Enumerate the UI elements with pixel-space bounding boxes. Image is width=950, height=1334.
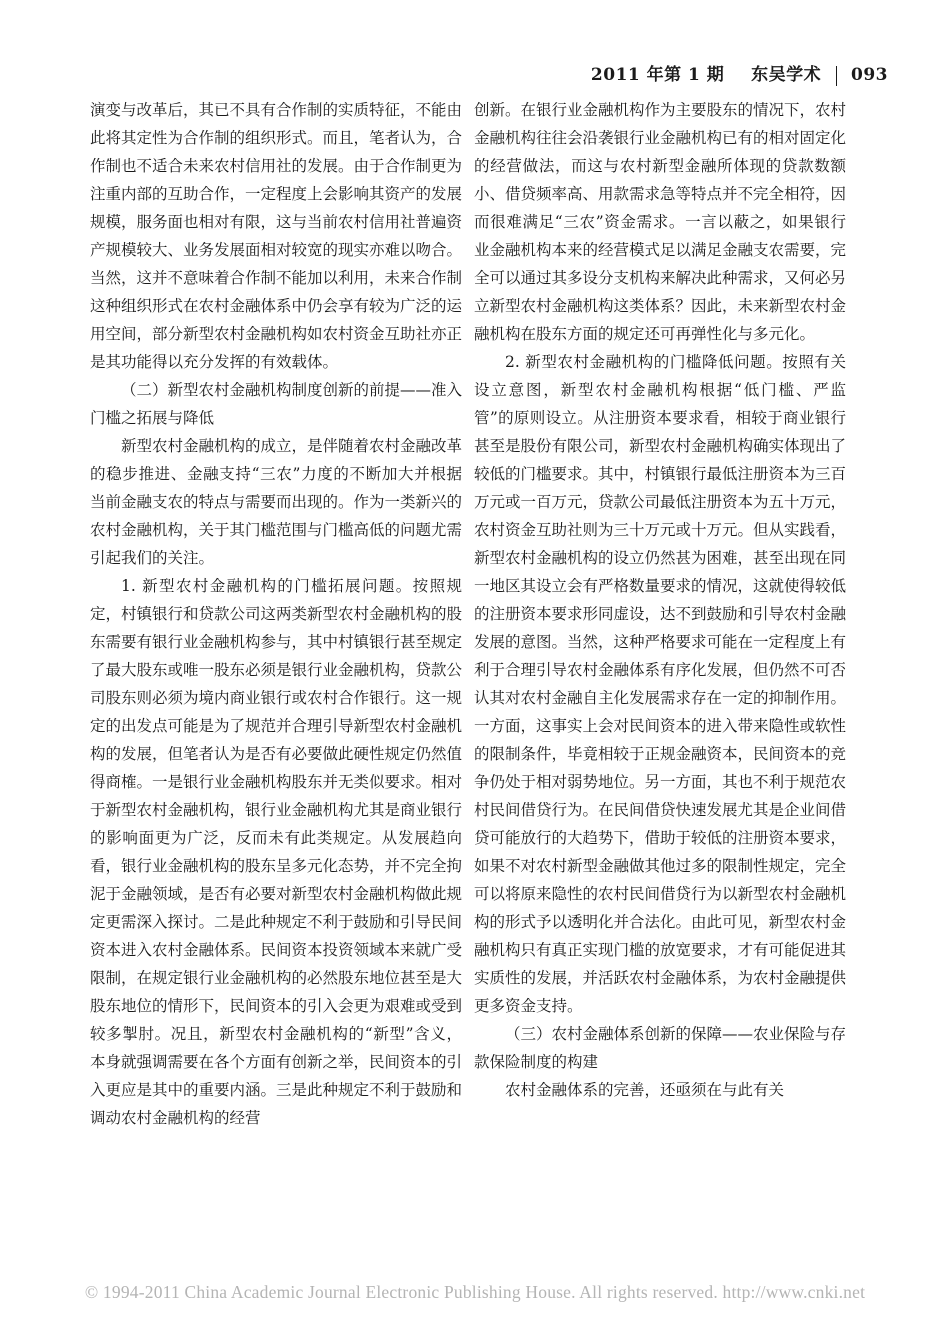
paragraph: 演变与改革后，其已不具有合作制的实质特征，不能由此将其定性为合作制的组织形式。而且，笔者认为，合作制也不适合未来农村信用社的发展。由于合作制更为注重内部的互助合作，一定程度上会影响其资产的发展规模，服务面也相对有限，这与当前农村信用社普遍资产规模较大、业务发展面相对较宽的现实亦难以吻合。当然，这并不意味着合作制不能加以利用，未来合作制这种组织形式在农村金融体系中仍会享有较为广泛的运用空间，部分新型农村金融机构如农村资金互助社亦正是其功能得以充分发挥的有效载体。	[90, 101, 463, 371]
paragraph: 1. 新型农村金融机构的门槛拓展问题。按照规定，村镇银行和贷款公司这两类新型农村金融机构的股东需要有银行业金融机构参与，其中村镇银行甚至规定了最大股东或唯一股东必须是银行业金融机构，贷款公司股东则必须为境内商业银行或农村合作银行。这一规定的出发点可能是为了规范并合理引导新型农村金融机构的发展，但笔者认为是否有必要做此硬性规定仍然值得商榷。一是银行业金融机构股东并无类似要求。相对于新型农村金融机构，银行业金融机构尤其是商业银行的影响面更为广泛，反而未有此类规定。从发展趋向看，银行业金融机构的股东呈多元化态势，并不完全拘泥于金融领域，是否有必要对新型农村金融机构做此规定更需深入探讨。二是此种规定不利于鼓励和引导民间资本进入农村金融体系。民间资本投资领域本来就广受限制，在规定银行业金融机构的必然股东地位甚至是大股东地位的情形下，民间资本的引入会更为艰难或受到较多掣肘。况且，新型农村金融机构的“新型”含义，本身就强调需要在各个方面有创新之举，民间资本的引入更应是其中的重要内涵。三是此种规定不利于鼓励和调动农村金融机构的经营	[90, 577, 463, 1127]
left-column	[90, 96, 462, 1132]
copyright-footer: © 1994-2011 China Academic Journal Electronic Publishing House. All rights reserved. http://www.cnki.net	[84, 1282, 866, 1302]
paragraph: 新型农村金融机构的成立，是伴随着农村金融改革的稳步推进、金融支持“三农”力度的不断加大并根据当前金融支农的特点与需要而出现的。作为一类新兴的农村金融机构，关于其门槛范围与门槛高低的问题尤需引起我们的关注。	[90, 437, 463, 567]
section-heading: （二）新型农村金融机构制度创新的前提——准入门槛之拓展与降低	[90, 381, 463, 427]
journal-name: 东吴学术	[751, 65, 822, 85]
right-column	[474, 96, 846, 1104]
paragraph: 农村金融体系的完善，还亟须在与此有关	[505, 1081, 785, 1099]
page-number: 093	[851, 65, 888, 85]
paragraph: 创新。在银行业金融机构作为主要股东的情况下，农村金融机构往往会沿袭银行业金融机构已有的相对固定化的经营做法，而这与农村新型金融所体现的贷款数额小、借贷频率高、用款需求急等特点并不完全相符，因而很难满足“三农”资金需求。一言以蔽之，如果银行业金融机构本来的经营模式足以满足金融支农需要，完全可以通过其多设分支机构来解决此种需求，又何必另立新型农村金融机构这类体系？因此，未来新型农村金融机构在股东方面的规定还可再弹性化与多元化。	[474, 101, 847, 343]
issue-label: 2011 年第 1 期	[590, 65, 725, 85]
section-heading: （三）农村金融体系创新的保障——农业保险与存款保险制度的构建	[474, 1025, 847, 1071]
running-header	[0, 60, 888, 86]
header-divider	[836, 66, 837, 86]
paragraph: 2. 新型农村金融机构的门槛降低问题。按照有关设立意图，新型农村金融机构根据“低门槛、严监管”的原则设立。从注册资本要求看，相较于商业银行甚至是股份有限公司，新型农村金融机构确实体现出了较低的门槛要求。其中，村镇银行最低注册资本为三百万元或一百万元，贷款公司最低注册资本为五十万元，农村资金互助社则为三十万元或十万元。但从实践看，新型农村金融机构的设立仍然甚为困难，甚至出现在同一地区其设立会有严格数量要求的情况，这就使得较低的注册资本要求形同虚设，达不到鼓励和引导农村金融发展的意图。当然，这种严格要求可能在一定程度上有利于合理引导农村金融体系有序化发展，但仍然不可否认其对农村金融自主化发展需求存在一定的抑制作用。一方面，这事实上会对民间资本的进入带来隐性或软性的限制条件，毕竟相较于正规金融资本，民间资本的竞争仍处于相对弱势地位。另一方面，其也不利于规范农村民间借贷行为。在民间借贷快速发展尤其是企业间借贷可能放行的大趋势下，借助于较低的注册资本要求，如果不对农村新型金融做其他过多的限制性规定，完全可以将原来隐性的农村民间借贷行为以新型农村金融机构的形式予以透明化并合法化。由此可见，新型农村金融机构只有真正实现门槛的放宽要求，才有可能促进其实质性的发展，并活跃农村金融体系，为农村金融提供更多资金支持。	[474, 353, 847, 1015]
